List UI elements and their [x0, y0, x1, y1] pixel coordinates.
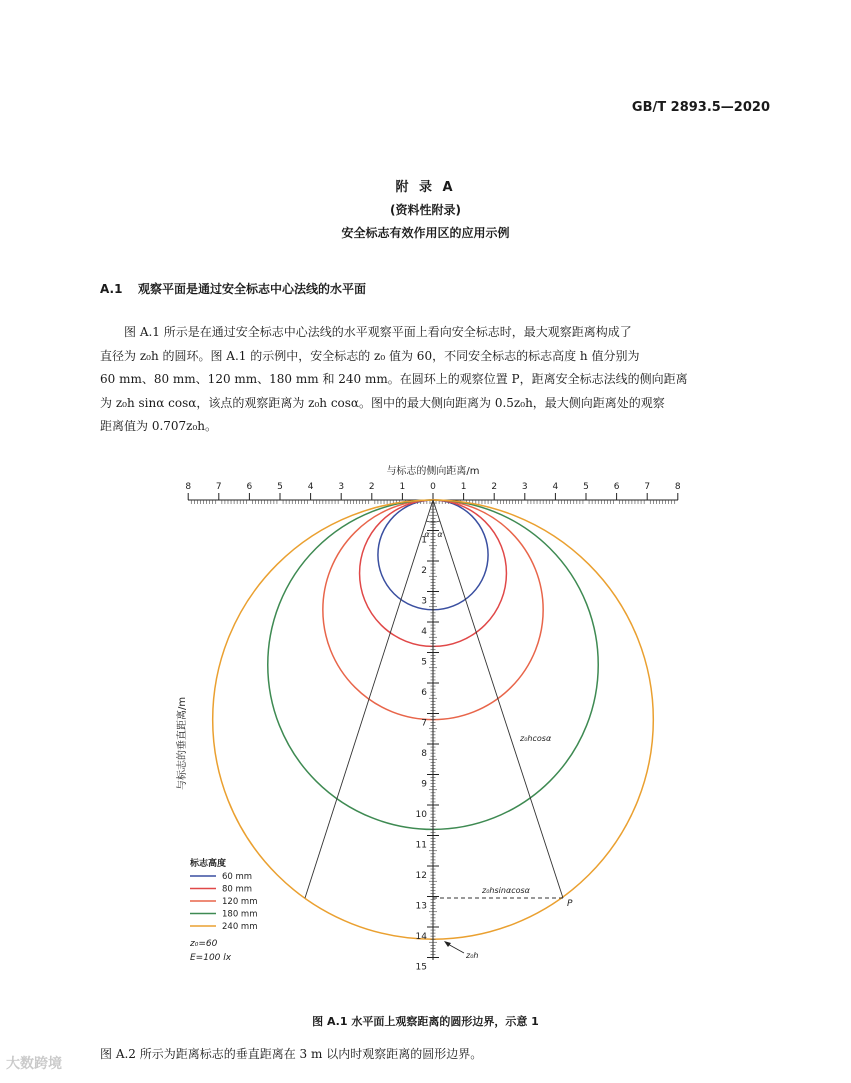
top-axis-tick-label: 4 [552, 482, 559, 492]
vertical-axis-tick-label: 7 [421, 718, 427, 729]
top-axis-tick-label: 8 [674, 482, 681, 492]
watermark: 大数跨境 [6, 1056, 62, 1072]
alpha-left-label: α [424, 530, 430, 539]
vertical-axis-tick-label: 11 [415, 840, 427, 851]
legend-label: 60 mm [222, 872, 253, 882]
vertical-axis-tick-label: 5 [421, 657, 427, 668]
vertical-axis-tick-label: 4 [421, 627, 427, 637]
sight-line-left [305, 500, 433, 898]
annex-title: 安全标志有效作用区的应用示例 [341, 226, 510, 240]
z0h-label: z₀h [466, 951, 479, 960]
annex-nature: (资料性附录) [390, 203, 461, 217]
top-axis-tick-label: 3 [521, 482, 528, 492]
section-number: A.1 [100, 282, 123, 296]
paragraph-1-line: 60 mm、80 mm、120 mm、180 mm 和 240 mm。在圆环上的观察位置 P，距离安全标志法线的侧向距离 [100, 372, 688, 386]
legend-label: 240 mm [222, 922, 258, 932]
vertical-axis-tick-label: 3 [421, 596, 427, 607]
vertical-axis-tick-label: 8 [421, 749, 427, 759]
alpha-right-label: α [437, 530, 443, 539]
vertical-axis-tick-label: 2 [421, 566, 427, 576]
top-axis-tick-label: 5 [583, 482, 589, 492]
section-title: 观察平面是通过安全标志中心法线的水平面 [138, 282, 367, 296]
top-axis-tick-label: 5 [277, 482, 283, 492]
top-axis-tick-label: 4 [307, 482, 314, 492]
z0h-pointer-arrow [444, 941, 451, 947]
top-axis-tick-label: 1 [460, 482, 467, 492]
legend-z0: z₀=60 [190, 939, 218, 949]
vertical-axis-tick-label: 9 [421, 779, 427, 790]
vertical-axis-tick-label: 15 [415, 962, 427, 973]
top-axis-tick-label: 7 [644, 482, 651, 492]
legend-label: 80 mm [222, 884, 253, 895]
top-axis-label: 与标志的侧向距离/m [386, 466, 480, 477]
legend [190, 872, 258, 932]
top-axis-tick-label: 3 [338, 482, 345, 492]
vertical-axis-tick-label: 12 [415, 871, 427, 881]
legend-label: 180 mm [222, 909, 258, 920]
annex-label: 附 录 A [395, 180, 456, 195]
figure-caption: 图 A.1 水平面上观察距离的圆形边界，示意 1 [312, 1015, 539, 1028]
cos-distance-label: z₀hcosα [520, 734, 552, 743]
vertical-axis-tick-label: 6 [421, 688, 427, 698]
legend-label: 120 mm [222, 897, 258, 907]
top-axis-tick-label: 6 [246, 482, 253, 492]
paragraph-2: 图 A.2 所示为距离标志的垂直距离在 3 m 以内时观察距离的圆形边界。 [100, 1047, 483, 1061]
top-axis-tick-label: 2 [368, 482, 375, 492]
point-p-label: P [567, 899, 573, 909]
top-axis-tick-label: 0 [430, 482, 436, 492]
vertical-axis-tick-label: 13 [415, 901, 427, 912]
top-axis-tick-label: 6 [613, 482, 620, 492]
sight-line-right [433, 500, 563, 898]
paragraph-1-line: 直径为 z₀h 的圆环。图 A.1 的示例中，安全标志的 z₀ 值为 60，不同安全标志的标志高度 h 值分别为 [100, 348, 640, 363]
legend-illuminance: E=100 lx [190, 953, 232, 963]
vertical-axis-tick-label: 14 [415, 932, 427, 942]
top-axis-tick-label: 2 [491, 482, 498, 492]
vertical-axis-ticks [416, 503, 439, 972]
top-axis-tick-label: 1 [399, 482, 406, 492]
top-axis-tick-label: 8 [185, 482, 192, 492]
vertical-axis-label: 与标志的垂直距离/m [177, 696, 188, 790]
standard-code: GB/T 2893.5—2020 [631, 100, 770, 115]
paragraph-1-line: 为 z₀h sinα cosα，该点的观察距离为 z₀h cosα。图中的最大侧向距离为 0.5z₀h，最大侧向距离处的观察 [100, 395, 665, 410]
vertical-axis-tick-label: 10 [415, 810, 427, 820]
sincos-distance-label: z₀hsinαcosα [482, 886, 530, 895]
top-axis-tick-label: 7 [215, 482, 222, 492]
paragraph-1-line: 距离值为 0.707z₀h。 [100, 419, 218, 433]
vertical-axis-tick-label: 1 [421, 535, 427, 546]
legend-title: 标志高度 [190, 859, 227, 869]
paragraph-1-line: 图 A.1 所示是在通过安全标志中心法线的水平观察平面上看向安全标志时，最大观察距离构成了 [124, 325, 632, 339]
